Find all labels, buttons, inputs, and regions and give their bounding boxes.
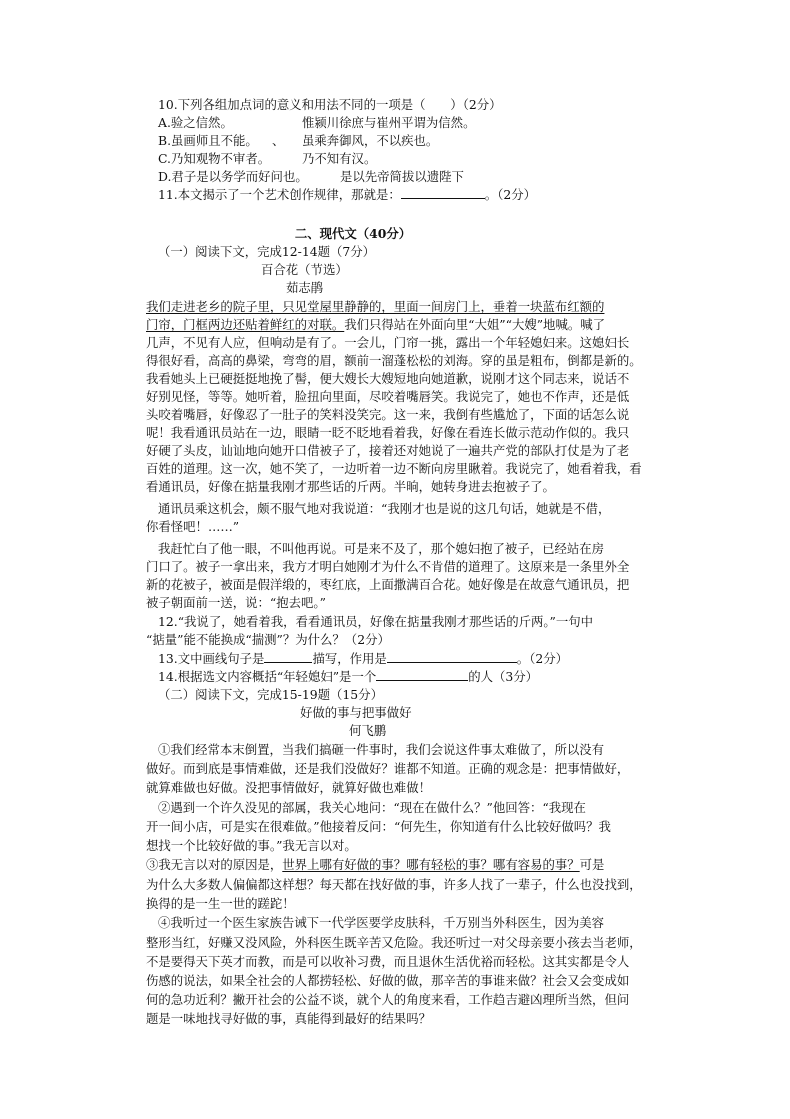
passage2-line: 就算难做也好做。没把事情做好，就算好做也难做！ xyxy=(146,780,431,795)
passage1-line: 通讯员乘这机会，颇不服气地对我说道：“我刚才也是说的这几句话，她就是不借， xyxy=(158,501,611,516)
q11-post: 。（2分） xyxy=(484,187,536,202)
passage1-underlined-end: 门帘，门框两边还贴着鲜红的对联。 xyxy=(146,317,345,332)
q10-stem: 10.下列各组加点词的意义和用法不同的一项是（ ）（2分） xyxy=(158,97,502,112)
q10-option-d-left: D.君子是以务学而好问也。 xyxy=(158,169,308,184)
q13-mid: 描写，作用是 xyxy=(312,651,387,666)
q14-pre: 14.根据选文内容概括“年轻媳妇”是一个 xyxy=(158,669,377,684)
passage1-line: 好别见怪，等等。她听着，脸扭向里面，尽咬着嘴唇笑。我说完了，她也不作声，还是低 xyxy=(146,389,630,404)
q11-pre: 11.本文揭示了一个艺术创作规律，那就是： xyxy=(158,187,401,202)
passage2-line: 题是一味地找寻好做的事，真能得到最好的结果吗？ xyxy=(146,1011,431,1026)
q12-line-2: “掂量”能不能换成“揣测”？为什么？（2分） xyxy=(146,632,390,647)
passage2-line: 何的急功近利？撇开社会的公益不谈，就个人的角度来看，工作趋吉避凶理所当然，但问 xyxy=(146,992,630,1007)
passage1-line: 得很好看，高高的鼻梁，弯弯的眉，额前一溜蓬松松的刘海。穿的虽是粗布，倒都是新的。 xyxy=(146,353,642,368)
passage2-line: 换得的是一生一世的蹉跎！ xyxy=(146,896,295,911)
q10-option-d-right: 是以先帝简拔以遗陛下 xyxy=(340,169,464,184)
q13-post: 。（2分） xyxy=(516,651,569,666)
q10-option-a-left: A.验之信然。 xyxy=(158,115,233,130)
passage2-line: 不是要得天下英才而教，而是可以收补习费，而且退休生活优裕而轻松。这其实都是令人 xyxy=(146,954,630,969)
passage2-author: 何飞鹏 xyxy=(349,723,387,738)
passage1-line xyxy=(146,316,605,333)
passage1-line: 新的花被子，被面是假洋缎的，枣红底，上面撒满百合花。她好像是在故意气通讯员，把 xyxy=(146,577,630,592)
q14-post: 的人（3分） xyxy=(468,669,539,684)
q10-option-b-left: B.虽画师且不能。 xyxy=(158,133,258,148)
passage1-line: 门口了。被子一拿出来，我方才明白她刚才为什么不肯借的道理了。这原来是一条里外全 xyxy=(146,559,630,574)
passage2-line: 想找一个比较好做的事。”我无言以对。 xyxy=(146,838,357,853)
passage1-line-underlined-1: 我们走进老乡的院子里，只见堂屋里静静的，里面一间房门上，垂着一块蓝布红额的 xyxy=(146,299,605,314)
passage2-line xyxy=(146,856,604,873)
passage1-line: 看通讯员，好像在掂量我刚才那些话的斤两。半晌，她转身进去抱被子了。 xyxy=(146,479,555,494)
passage1-title: 百合花（节选） xyxy=(261,262,348,277)
passage1-line: 头咬着嘴唇，好像忍了一肚子的笑料没笑完。这一来，我倒有些尴尬了，下面的话怎么说 xyxy=(146,407,630,422)
q13-blank-2[interactable] xyxy=(387,650,517,663)
q10-option-b-mark: 、 xyxy=(272,133,285,148)
passage2-title: 好做的事与把事做好 xyxy=(300,705,412,720)
q11 xyxy=(158,186,536,203)
passage2-line: 为什么大多数人偏偏都这样想？每天都在找好做的事，许多人找了一辈子，什么也没找到， xyxy=(146,877,642,892)
q10-option-c-right: 乃不知有汉。 xyxy=(302,151,377,166)
passage1-line: 你看怪吧！……” xyxy=(146,519,240,534)
passage1-author: 茹志鹃 xyxy=(286,280,324,295)
passage2-underlined-sentence: 世界上哪有好做的事？哪有轻松的事？哪有容易的事？ xyxy=(282,857,580,872)
passage1-text: 我们只得站在外面向里“大姐”“大嫂”地喊。喊了 xyxy=(344,317,606,332)
passage1-line: 几声，不见有人应，但响动是有了。一会儿，门帘一挑，露出一个年轻媳妇来。这媳妇长 xyxy=(146,335,630,350)
passage1-line: 被子朝面前一送，说：“抱去吧。” xyxy=(146,595,326,610)
passage2-line: ②遇到一个许久没见的部属，我关心地问：“现在在做什么？”他回答：“我现在 xyxy=(158,800,586,815)
section2-title: 二、现代文（40分） xyxy=(294,226,412,241)
q10-option-a-right: 惟颍川徐庶与崔州平谓为信然。 xyxy=(302,115,476,130)
passage1-line: 我赶忙白了他一眼，不叫他再说。可是来不及了，那个媳妇抱了被子，已经站在房 xyxy=(158,541,605,556)
q10-option-c-left: C.乃知观物不审者。 xyxy=(158,151,271,166)
q13-blank-1[interactable] xyxy=(264,650,312,663)
q13-pre: 13.文中画线句子是 xyxy=(158,651,265,666)
passage2-line: 做好。而到底是事情难做，还是我们没做好？谁都不知道。正确的观念是：把事情做好， xyxy=(146,761,630,776)
q12-line-1: 12.“我说了，她看着我，看看通讯员，好像在掂量我刚才那些话的斤两。”一句中 xyxy=(158,614,594,629)
passage2-text: 可是 xyxy=(579,857,605,872)
passage1-line: 我看她头上已硬挺挺地挽了髻，便大嫂长大嫂短地向她道歉，说刚才这个同志来，说话不 xyxy=(146,371,630,386)
part1-intro: （一）阅读下文，完成12-14题（7分） xyxy=(158,244,376,259)
q11-answer-blank[interactable] xyxy=(401,186,485,199)
q14-blank[interactable] xyxy=(376,668,468,681)
q13 xyxy=(158,650,568,667)
passage2-line: 伤感的说法，如果全社会的人都捞轻松、好做的做，那辛苦的事谁来做？社会又会变成如 xyxy=(146,973,630,988)
q14 xyxy=(158,668,538,685)
passage1-line: 百姓的道理。这一次，她不笑了，一边听着一边不断向房里瞅着。我说完了，她看着我，看 xyxy=(146,461,642,476)
passage1-line: 呢！我看通讯员站在一边，眼睛一眨不眨地看着我，好像在看连长做示范动作似的。我只 xyxy=(146,425,630,440)
passage1-line: 好硬了头皮，讪讪地向她开口借被子了，接着还对她说了一遍共产党的部队打仗是为了老 xyxy=(146,443,630,458)
q10-option-b-right: 虽乘奔御风，不以疾也。 xyxy=(302,133,439,148)
part2-intro: （二）阅读下文，完成15-19题（15分） xyxy=(158,687,383,702)
passage2-line: ④我听过一个医生家族告诫下一代学医要学皮肤科，千万别当外科医生，因为美容 xyxy=(158,915,605,930)
passage2-line: 整形当红，好赚又没风险，外科医生既辛苦又危险。我还听过一对父母亲要小孩去当老师， xyxy=(146,935,642,950)
passage2-line: ①我们经常本末倒置，当我们搞砸一件事时，我们会说这件事太难做了，所以没有 xyxy=(158,742,605,757)
passage2-text: ③我无言以对的原因是， xyxy=(146,857,283,872)
passage2-line: 开一间小店，可是实在很难做。”他接着反问：“何先生，你知道有什么比较好做吗？我 xyxy=(146,819,611,834)
